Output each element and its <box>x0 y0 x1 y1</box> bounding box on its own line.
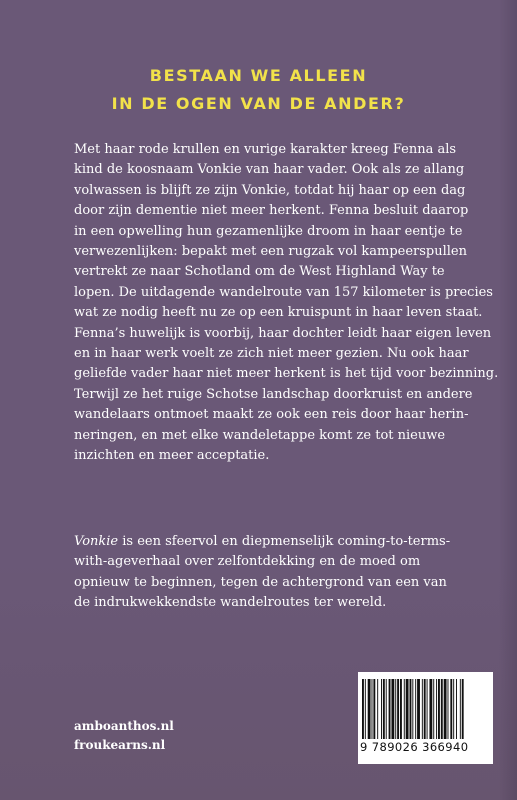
barcode-bar <box>377 679 378 739</box>
blurb-line: Terwijl ze het ruige Schotse landschap doorkruist en andere <box>74 386 473 402</box>
barcode-bar <box>386 679 387 739</box>
barcode-bar <box>391 679 394 739</box>
blurb-line: en in haar werk voelt ze zich niet meer gezien. Nu ook haar <box>74 346 469 362</box>
author-website: froukearns.nl <box>74 738 166 752</box>
barcode-bar <box>462 679 464 739</box>
barcode-bar <box>412 679 413 739</box>
barcode <box>358 672 493 764</box>
blurb2-line: with-ageverhaal over zelfontdekking en de moed om <box>74 554 421 570</box>
blurb2-line: de indrukwekkendste wandelroutes ter wereld. <box>74 595 387 611</box>
blurb-line: in een opwelling hun gezamenlijke droom in haar eentje te <box>74 223 463 239</box>
barcode-bar <box>381 679 382 739</box>
blurb-line: Fenna’s huwelijk is voorbij, haar dochter leidt haar eigen leven <box>74 325 492 341</box>
blurb-line: wandelaars ontmoet maakt ze ook een reis door haar herin- <box>74 407 469 423</box>
barcode-bar <box>365 679 366 739</box>
barcode-bar <box>362 679 364 739</box>
barcode-bar <box>368 679 371 739</box>
barcode-bar <box>410 679 412 739</box>
barcode-bar <box>422 679 423 739</box>
barcode-bar <box>453 679 454 739</box>
book-title: Vonkie <box>74 534 119 549</box>
blurb-line: volwassen is blijft ze zijn Vonkie, totdat hij haar op een dag <box>74 182 466 198</box>
barcode-bar <box>436 679 437 739</box>
blurb-line: vertrekt ze naar Schotland om de West Highland Way te <box>74 264 445 280</box>
barcode-bar <box>397 679 399 739</box>
blurb-line: lopen. De uitdagende wandelroute van 157 kilometer is precies <box>74 284 493 300</box>
barcode-bar <box>444 679 447 739</box>
blurb2-line: opnieuw te beginnen, tegen de achtergrond van een van <box>74 574 447 590</box>
blurb-line: kind de koosnaam Vonkie van haar vader. Ook als ze allang <box>74 162 465 178</box>
barcode-bar <box>417 679 420 739</box>
barcode-bar <box>415 679 416 739</box>
barcode-bar <box>427 679 428 739</box>
barcode-bar <box>438 679 440 739</box>
blurb-line: inzichten en meer acceptatie. <box>74 448 270 464</box>
barcode-bar <box>406 679 409 739</box>
blurb2-first-line-rest: is een sfeervol en diepmenselijk coming-to-terms- <box>118 534 451 549</box>
barcode-bar <box>395 679 396 739</box>
blurb-line: wat ze nodig heeft nu ze op een kruispunt in haar leven staat. <box>74 305 483 321</box>
barcode-bar <box>373 679 375 739</box>
tagline-line-2: IN DE OGEN VAN DE ANDER? <box>111 94 406 113</box>
barcode-bar <box>450 679 452 739</box>
barcode-bar <box>456 679 457 739</box>
barcode-bars <box>362 679 489 739</box>
barcode-bar <box>400 679 402 739</box>
isbn-number: 9 789026 366940 <box>360 740 469 754</box>
blurb-line: neringen, en met elke wandeletappe komt ze tot nieuwe <box>74 427 446 443</box>
barcode-bar <box>460 679 461 739</box>
websites <box>74 717 174 755</box>
blurb-line: geliefde vader haar niet meer herkent is het tijd voor bezinning. <box>74 366 499 382</box>
tagline-line-1: BESTAAN WE ALLEEN <box>149 66 368 85</box>
blurb-paragraph-1 <box>74 140 499 467</box>
barcode-bar <box>424 679 426 739</box>
spine-shadow <box>499 0 517 800</box>
barcode-bar <box>389 679 391 739</box>
blurb2-first-line <box>74 532 484 552</box>
barcode-bar <box>404 679 405 739</box>
barcode-bar <box>372 679 373 739</box>
tagline <box>0 62 517 118</box>
blurb-paragraph-2 <box>74 532 484 614</box>
barcode-bar <box>429 679 432 739</box>
blurb-line: Met haar rode krullen en vurige karakter kreeg Fenna als <box>74 142 457 157</box>
barcode-bar <box>441 679 443 739</box>
publisher-website: amboanthos.nl <box>74 719 174 733</box>
barcode-bar <box>448 679 449 739</box>
blurb-line: door zijn dementie niet meer herkent. Fenna besluit daarop <box>74 203 469 219</box>
barcode-bar <box>433 679 434 739</box>
barcode-bar <box>383 679 385 739</box>
blurb-line: verwezenlijken: bepakt met een rugzak vol kampeerspullen <box>74 244 467 260</box>
